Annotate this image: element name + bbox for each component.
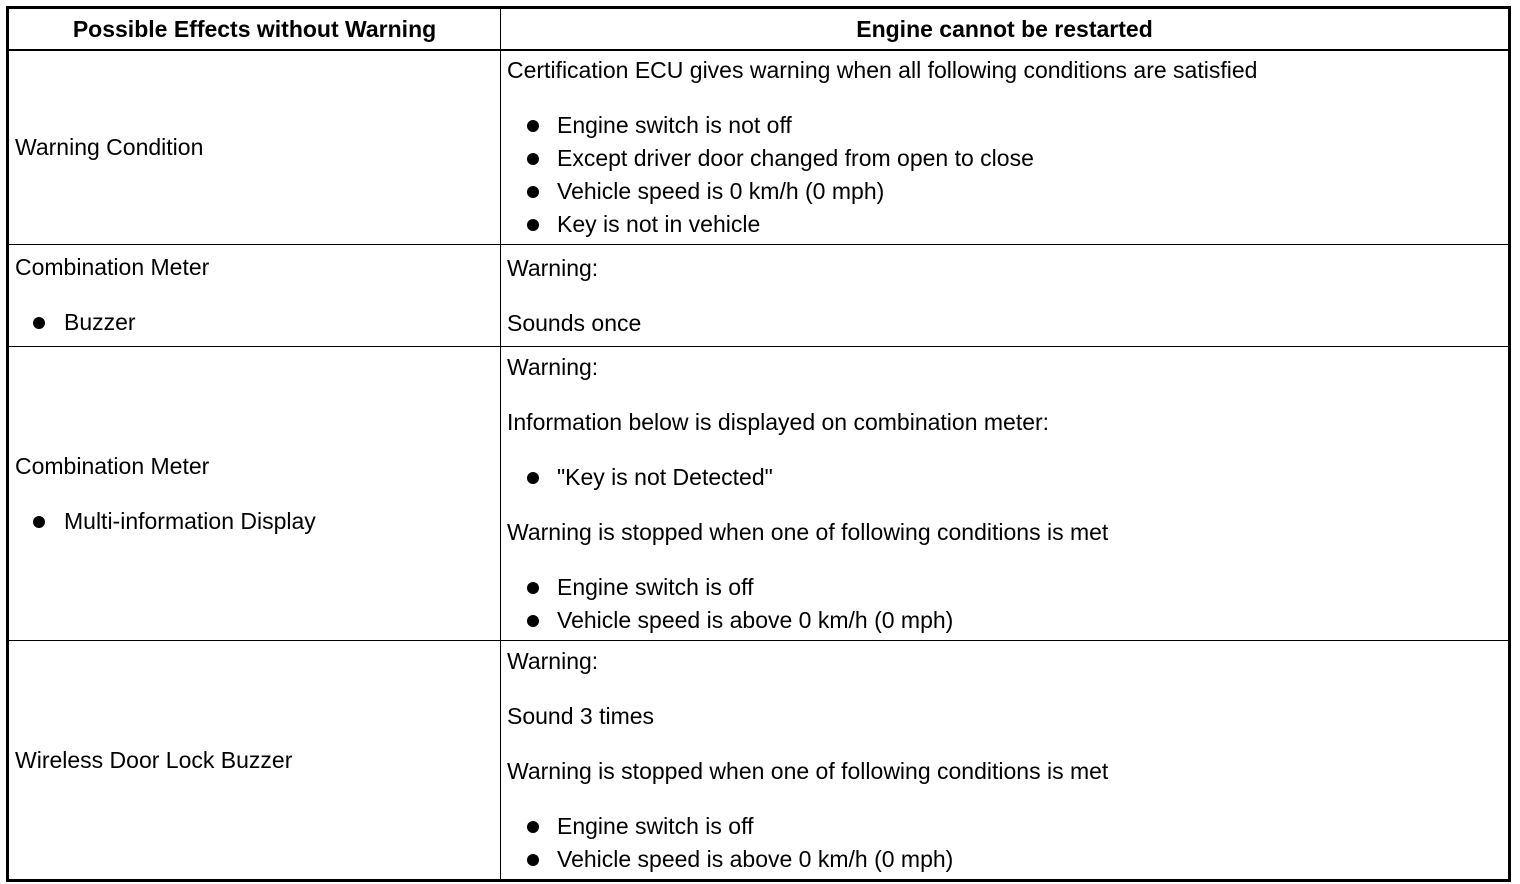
- table-row: [8, 641, 1510, 881]
- row-label-cell: [8, 641, 501, 881]
- row-label-cell: [8, 245, 501, 347]
- row-detail-cell: [501, 50, 1510, 245]
- list-item: "Key is not Detected": [507, 461, 1502, 494]
- list-item: Vehicle speed is above 0 km/h (0 mph): [507, 843, 1502, 876]
- row-detail-cell: [501, 347, 1510, 641]
- detail-text: Sound 3 times: [507, 702, 655, 729]
- warning-effects-table: [6, 6, 1511, 882]
- component-list: [15, 505, 494, 538]
- detail-text: Warning:: [507, 353, 599, 380]
- detail-text: Warning is stopped when one of following conditions is met: [507, 757, 1109, 784]
- list-item: Vehicle speed is 0 km/h (0 mph): [507, 175, 1502, 208]
- list-item: Engine switch is off: [507, 571, 1502, 604]
- row-detail-cell: [501, 641, 1510, 881]
- row-detail-cell: [501, 245, 1510, 347]
- list-item: Engine switch is not off: [507, 109, 1502, 142]
- detail-text: Warning:: [507, 647, 599, 674]
- list-item: Multi-information Display: [15, 505, 494, 538]
- component-list: [15, 306, 494, 339]
- row-label-cell: [8, 347, 501, 641]
- stop-condition-list: [507, 810, 1502, 876]
- stop-condition-list: [507, 571, 1502, 637]
- list-item: Key is not in vehicle: [507, 208, 1502, 241]
- list-item: Buzzer: [15, 306, 494, 339]
- detail-text: Warning is stopped when one of following conditions is met: [507, 518, 1109, 545]
- display-message-list: [507, 461, 1502, 494]
- condition-list: [507, 109, 1502, 241]
- detail-text: Certification ECU gives warning when all following conditions are satisfied: [507, 57, 1258, 83]
- row-title: Wireless Door Lock Buzzer: [15, 746, 293, 773]
- header-engine-cannot-restart: Engine cannot be restarted: [501, 8, 1510, 51]
- list-item: Engine switch is off: [507, 810, 1502, 843]
- row-label-cell: [8, 50, 501, 245]
- list-item: Except driver door changed from open to close: [507, 142, 1502, 175]
- row-title: Combination Meter: [15, 452, 210, 479]
- detail-text: Sounds once: [507, 309, 642, 336]
- detail-text: Warning:: [507, 254, 599, 281]
- table-row: [8, 347, 1510, 641]
- row-title: Warning Condition: [15, 134, 204, 160]
- row-title: Combination Meter: [15, 254, 210, 280]
- table-row: [8, 50, 1510, 245]
- detail-text: Information below is displayed on combination meter:: [507, 408, 1050, 435]
- table-row: [8, 245, 1510, 347]
- table-header-row: [8, 8, 1510, 51]
- list-item: Vehicle speed is above 0 km/h (0 mph): [507, 604, 1502, 637]
- header-possible-effects: Possible Effects without Warning: [8, 8, 501, 51]
